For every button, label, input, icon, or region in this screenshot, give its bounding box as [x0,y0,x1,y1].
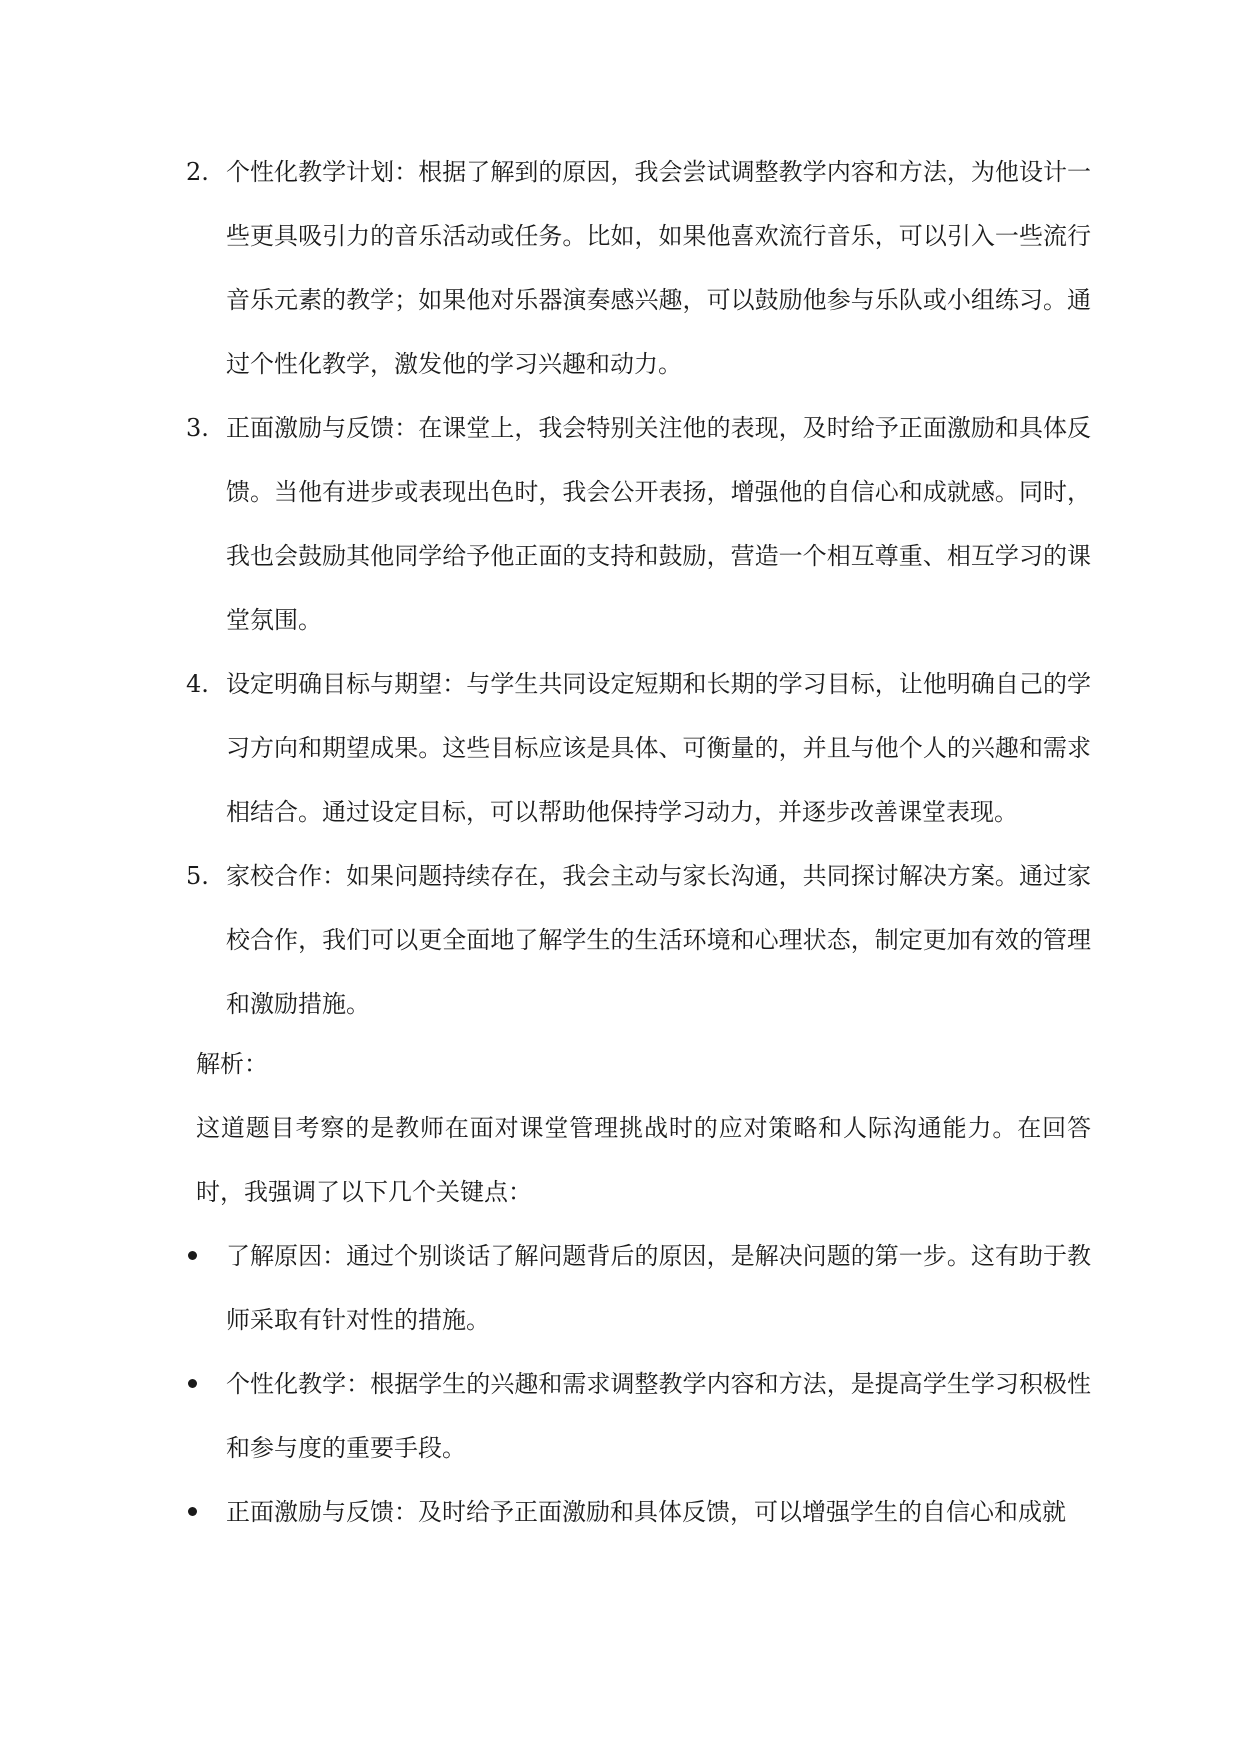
numbered-list [186,140,1091,1036]
analysis-paragraph: 这道题目考察的是教师在面对课堂管理挑战时的应对策略和人际沟通能力。在回答时，我强调了以下几个关键点： [196,1114,1091,1206]
list-number: 4. [186,670,209,698]
bullet-icon [188,1507,197,1516]
bullet-item [186,1224,1091,1352]
list-item [186,844,1091,1036]
bullet-item-text: 正面激励与反馈：及时给予正面激励和具体反馈，可以增强学生的自信心和成就 [226,1498,1066,1526]
bullet-item-text: 了解原因：通过个别谈话了解问题背后的原因，是解决问题的第一步。这有助于教师采取有针对性的措施。 [226,1242,1091,1334]
list-item-text: 家校合作：如果问题持续存在，我会主动与家长沟通，共同探讨解决方案。通过家校合作，我们可以更全面地了解学生的生活环境和心理状态，制定更加有效的管理和激励措施。 [226,862,1091,1018]
list-item-text: 个性化教学计划：根据了解到的原因，我会尝试调整教学内容和方法，为他设计一些更具吸引力的音乐活动或任务。比如，如果他喜欢流行音乐，可以引入一些流行音乐元素的教学；如果他对乐器演奏感兴趣，可以鼓励他参与乐队或小组练习。通过个性化教学，激发他的学习兴趣和动力。 [226,158,1091,378]
bullet-list [186,1224,1091,1544]
bullet-icon [188,1379,197,1388]
list-number: 2. [186,158,209,186]
list-item-text: 设定明确目标与期望：与学生共同设定短期和长期的学习目标，让他明确自己的学习方向和期望成果。这些目标应该是具体、可衡量的，并且与他个人的兴趣和需求相结合。通过设定目标，可以帮助他保持学习动力，并逐步改善课堂表现。 [226,670,1091,826]
list-item [186,140,1091,396]
list-number: 3. [186,414,209,442]
bullet-item [186,1352,1091,1480]
bullet-item-text: 个性化教学：根据学生的兴趣和需求调整教学内容和方法，是提高学生学习积极性和参与度的重要手段。 [226,1370,1091,1462]
list-item [186,396,1091,652]
analysis-label: 解析： [196,1050,268,1078]
list-number: 5. [186,862,209,890]
list-item [186,652,1091,844]
bullet-icon [188,1251,197,1260]
bullet-item [186,1480,1091,1544]
list-item-text: 正面激励与反馈：在课堂上，我会特别关注他的表现，及时给予正面激励和具体反馈。当他有进步或表现出色时，我会公开表扬，增强他的自信心和成就感。同时，我也会鼓励其他同学给予他正面的支持和鼓励，营造一个相互尊重、相互学习的课堂氛围。 [226,414,1091,634]
